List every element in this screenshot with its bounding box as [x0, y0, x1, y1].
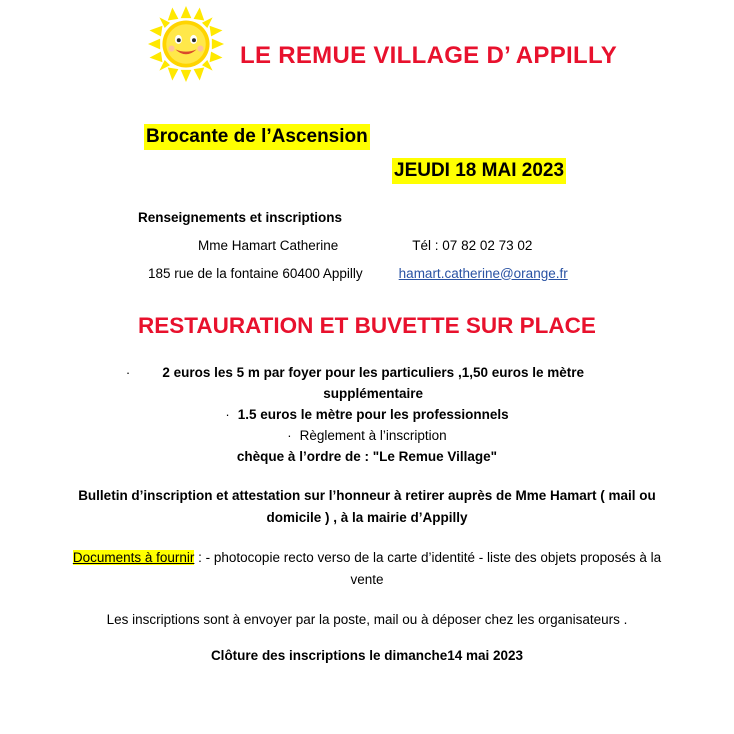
bullet-dot-icon: ·	[225, 406, 230, 422]
documents-label: Documents à fournir	[72, 550, 195, 566]
documents-paragraph	[60, 547, 674, 591]
smiling-sun-icon	[148, 6, 224, 82]
list-item-label: 2 euros les 5 m par foyer pour les particuliers ,1,50 euros le mètre supplémentaire	[162, 364, 585, 401]
page-title	[240, 42, 617, 70]
contact-email-link[interactable]: hamart.catherine@orange.fr	[398, 265, 568, 281]
pricing-list	[60, 363, 674, 468]
section-heading: RESTAURATION ET BUVETTE SUR PLACE	[138, 312, 596, 338]
event-block	[60, 124, 674, 184]
event-name: Brocante de l’Ascension	[144, 124, 370, 150]
contact-section	[60, 210, 674, 281]
list-item-label: chèque à l’ordre de : "Le Remue Village"	[236, 448, 498, 464]
list-item-label: 1.5 euros le mètre pour les professionnels	[237, 406, 509, 422]
contact-phone: Tél : 07 82 02 73 02	[412, 237, 533, 253]
event-date: JEUDI 18 MAI 2023	[392, 158, 566, 184]
closing-date: Clôture des inscriptions le dimanche14 mai 2023	[210, 647, 524, 663]
list-item	[60, 363, 674, 405]
list-item-label: Règlement à l’inscription	[299, 427, 447, 443]
documents-detail: : - photocopie recto verso de la carte d’identité - liste des objets proposés à la vente	[194, 550, 662, 588]
page-title-text: LE REMUE VILLAGE D’ APPILLY	[240, 42, 618, 69]
list-item	[60, 426, 674, 447]
contact-address: 185 rue de la fontaine 60400 Appilly	[148, 265, 363, 281]
contact-label: Renseignements et inscriptions	[138, 209, 343, 225]
contact-name: Mme Hamart Catherine	[198, 237, 339, 253]
list-item	[60, 405, 674, 426]
list-item	[60, 447, 674, 468]
submission-paragraph: Les inscriptions sont à envoyer par la poste, mail ou à déposer chez les organisateurs .	[106, 611, 628, 627]
bulletin-paragraph: Bulletin d’inscription et attestation sur l’honneur à retirer auprès de Mme Hamart ( mail ou domicile ) , à la mairie d’Appilly	[78, 488, 656, 526]
bullet-dot-icon: ·	[287, 427, 292, 443]
document-header	[60, 0, 674, 82]
bullet-dot-icon: ·	[125, 364, 131, 380]
